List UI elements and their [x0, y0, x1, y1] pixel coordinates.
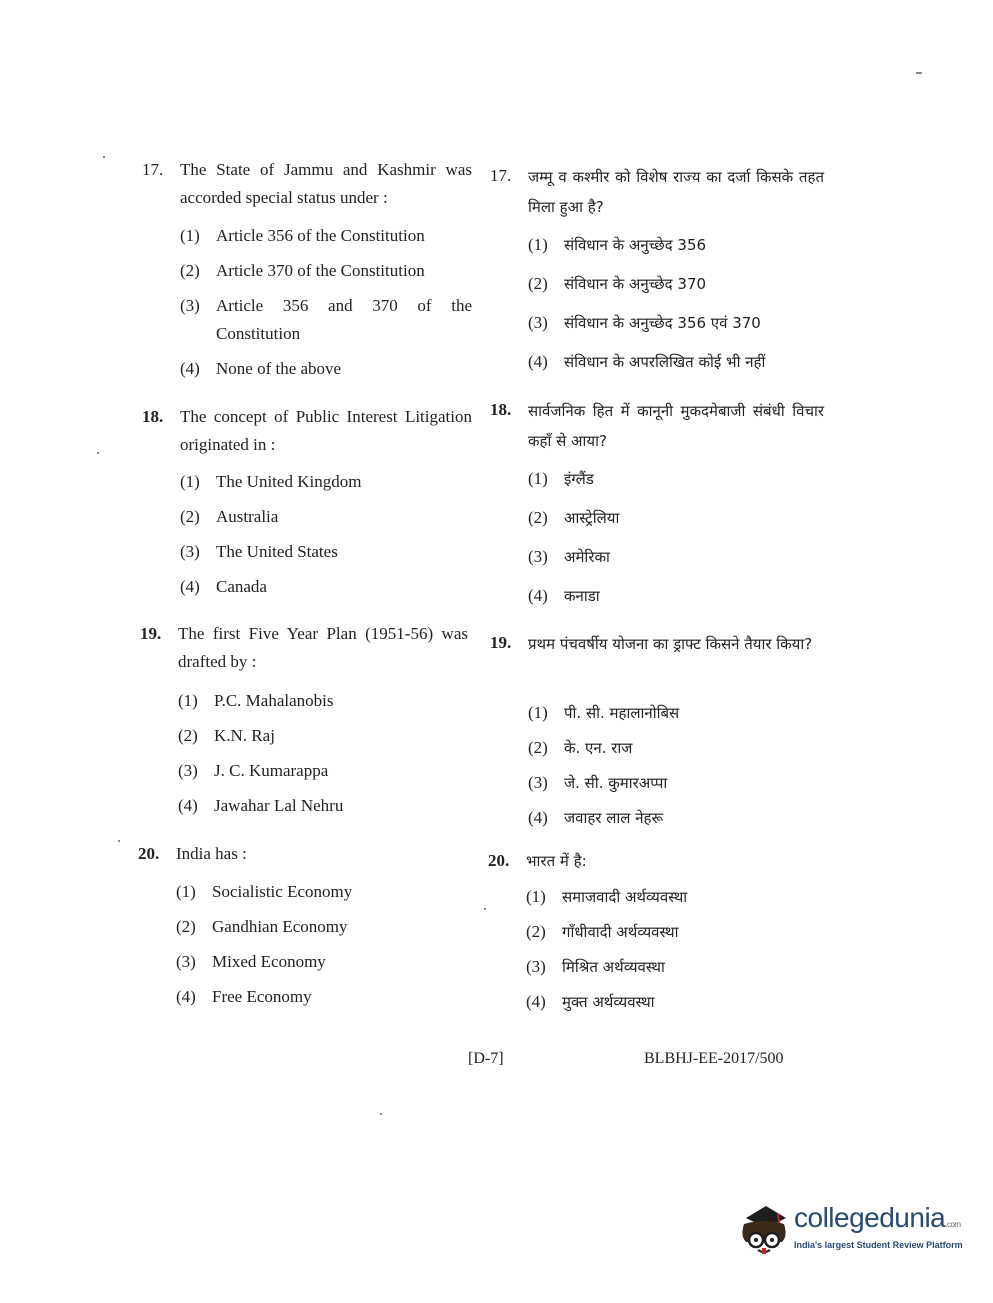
- question-text: The first Five Year Plan (1951-56) was drafted by :: [178, 624, 468, 671]
- scan-speck: [118, 840, 120, 842]
- scan-speck: [380, 1113, 382, 1115]
- question-number: 18.: [142, 407, 164, 426]
- option-17-1-en: (1) Article 356 of the Constitution: [180, 226, 425, 245]
- option-19-2-hi: (2) के. एन. राज: [528, 738, 633, 757]
- option-17-3-hi: (3) संविधान के अनुच्छेद 356 एवं 370: [528, 313, 761, 332]
- scan-speck: [484, 908, 486, 910]
- question-text: प्रथम पंचवर्षीय योजना का ड्राफ्ट किसने तैयार किया?: [528, 635, 813, 653]
- option-17-4-hi: (4) संविधान के अपरलिखित कोई भी नहीं: [528, 352, 766, 371]
- option-20-1-hi: (1) समाजवादी अर्थव्यवस्था: [526, 887, 688, 906]
- question-number: 20.: [488, 851, 510, 870]
- option-18-1-en: (1) The United Kingdom: [180, 472, 362, 491]
- option-19-3-en: (3) J. C. Kumarappa: [178, 761, 329, 780]
- option-17-3-en: (3) Article 356 and 370 of the Constitution: [180, 296, 472, 343]
- question-number: 18.: [490, 400, 512, 419]
- option-19-2-en: (2) K.N. Raj: [178, 726, 275, 745]
- scan-speck: [103, 156, 105, 158]
- scan-speck: [97, 452, 99, 454]
- option-19-4-hi: (4) जवाहर लाल नेहरू: [528, 808, 664, 827]
- question-number: 17.: [142, 160, 164, 179]
- question-number: 19.: [490, 633, 512, 652]
- option-18-3-en: (3) The United States: [180, 542, 338, 561]
- question-text: India has :: [176, 844, 247, 863]
- question-text: The concept of Public Interest Litigation originated in :: [180, 407, 472, 454]
- question-number: 17.: [490, 166, 512, 185]
- option-18-2-en: (2) Australia: [180, 507, 279, 526]
- option-20-4-en: (4) Free Economy: [176, 987, 312, 1006]
- option-17-4-en: (4) None of the above: [180, 359, 342, 378]
- paper-code: BLBHJ-EE-2017/500: [644, 1050, 784, 1067]
- collegedunia-logo[interactable]: [736, 1196, 966, 1256]
- option-18-4-en: (4) Canada: [180, 577, 267, 596]
- question-text: जम्मू व कश्मीर को विशेष राज्य का दर्जा किसके तहत मिला हुआ है?: [528, 168, 824, 216]
- question-text: भारत में है:: [526, 852, 587, 870]
- page-number: [D-7]: [468, 1050, 504, 1067]
- option-19-1-en: (1) P.C. Mahalanobis: [178, 691, 334, 710]
- option-20-3-en: (3) Mixed Economy: [176, 952, 326, 971]
- question-text: सार्वजनिक हित में कानूनी मुकदमेबाजी संबंधी विचार कहाँ से आया?: [528, 402, 824, 450]
- option-20-2-hi: (2) गाँधीवादी अर्थव्यवस्था: [526, 922, 679, 941]
- option-18-2-hi: (2) आस्ट्रेलिया: [528, 508, 620, 527]
- option-19-1-hi: (1) पी. सी. महालानोबिस: [528, 703, 680, 722]
- option-19-4-en: (4) Jawahar Lal Nehru: [178, 796, 344, 815]
- option-17-2-en: (2) Article 370 of the Constitution: [180, 261, 425, 280]
- option-20-1-en: (1) Socialistic Economy: [176, 882, 353, 901]
- question-text: The State of Jammu and Kashmir was accorded special status under :: [180, 160, 472, 207]
- scan-speck: [916, 72, 922, 74]
- option-19-3-hi: (3) जे. सी. कुमारअप्पा: [528, 773, 668, 792]
- logo-tagline: India's largest Student Review Platform: [794, 1240, 963, 1250]
- option-18-4-hi: (4) कनाडा: [528, 586, 600, 605]
- question-number: 19.: [140, 624, 162, 643]
- option-20-3-hi: (3) मिश्रित अर्थव्यवस्था: [526, 957, 665, 976]
- option-18-3-hi: (3) अमेरिका: [528, 547, 610, 566]
- option-20-4-hi: (4) मुक्त अर्थव्यवस्था: [526, 992, 655, 1011]
- option-18-1-hi: (1) इंग्लैंड: [528, 469, 594, 488]
- option-17-2-hi: (2) संविधान के अनुच्छेद 370: [528, 274, 707, 293]
- option-20-2-en: (2) Gandhian Economy: [176, 917, 348, 936]
- student-mascot-icon: [736, 1196, 794, 1256]
- question-number: 20.: [138, 844, 160, 863]
- logo-wordmark: collegedunia.com: [794, 1202, 961, 1233]
- option-17-1-hi: (1) संविधान के अनुच्छेद 356: [528, 235, 707, 254]
